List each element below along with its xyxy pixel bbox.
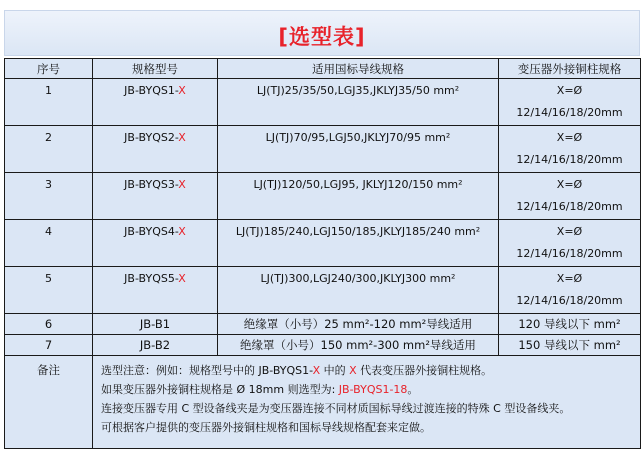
post-line2: 12/14/16/18/20mm — [516, 247, 623, 260]
row-conductor: 绝缘罩（小号）150 mm²-300 mm²导线适用 — [218, 335, 499, 356]
row-no: 5 — [5, 267, 93, 314]
row-model — [93, 79, 218, 126]
post-line2: 12/14/16/18/20mm — [516, 294, 623, 307]
row-no: 2 — [5, 126, 93, 173]
notes-text: 选型注意：例如：规格型号中的 JB-BYQS1- — [101, 364, 313, 377]
row-model — [93, 220, 218, 267]
row-no: 1 — [5, 79, 93, 126]
row-model: JB-B1 — [93, 314, 218, 335]
header-conductor: 适用国标导线规格 — [218, 59, 499, 79]
notes-text: 代表变压器外接铜柱规格。 — [356, 364, 493, 377]
post-line1: X=Ø — [556, 84, 583, 97]
row-post — [499, 220, 641, 267]
notes-text: 中的 — [320, 364, 350, 377]
row-conductor: LJ(TJ)25/35/50,LGJ35,JKLYJ35/50 mm² — [218, 79, 499, 126]
row-model — [93, 267, 218, 314]
model-prefix: JB-BYQS5- — [124, 272, 179, 285]
notes-line-3: 连接变压器专用 C 型设备线夹是为变压器连接不同材质国标导线过渡连接的特殊 C 型设备线夹。 — [101, 402, 571, 415]
table-row — [5, 173, 641, 220]
selection-table — [4, 58, 641, 449]
row-no: 3 — [5, 173, 93, 220]
table-row — [5, 335, 641, 356]
model-suffix: X — [178, 272, 186, 285]
post-line2: 12/14/16/18/20mm — [516, 106, 623, 119]
notes-row — [5, 356, 641, 449]
notes-highlight: JB-BYQS1-18 — [338, 383, 408, 396]
table-row — [5, 79, 641, 126]
table-row — [5, 126, 641, 173]
row-post: 120 导线以下 mm² — [499, 314, 641, 335]
model-prefix: JB-BYQS4- — [124, 225, 179, 238]
row-conductor: 绝缘罩（小号）25 mm²-120 mm²导线适用 — [218, 314, 499, 335]
notes-label: 备注 — [5, 356, 93, 449]
notes-line-4: 可根据客户提供的变压器外接铜柱规格和国标导线规格配套来定做。 — [101, 421, 431, 434]
post-line1: X=Ø — [556, 131, 583, 144]
post-line2: 12/14/16/18/20mm — [516, 200, 623, 213]
row-post — [499, 126, 641, 173]
table-row — [5, 267, 641, 314]
post-line2: 12/14/16/18/20mm — [516, 153, 623, 166]
table-row — [5, 220, 641, 267]
row-post: 150 导线以下 mm² — [499, 335, 641, 356]
model-prefix: JB-BYQS1- — [124, 84, 179, 97]
model-suffix: X — [178, 178, 186, 191]
table-row — [5, 314, 641, 335]
post-line1: X=Ø — [556, 178, 583, 191]
row-post — [499, 79, 641, 126]
notes-line-1 — [101, 361, 636, 380]
model-suffix: X — [178, 131, 186, 144]
row-post — [499, 267, 641, 314]
header-post: 变压器外接铜柱规格 — [499, 59, 641, 79]
model-suffix: X — [178, 84, 186, 97]
notes-line-2 — [101, 380, 636, 399]
header-no: 序号 — [5, 59, 93, 79]
row-no: 4 — [5, 220, 93, 267]
row-no: 7 — [5, 335, 93, 356]
title-band — [4, 10, 640, 56]
table-header-row — [5, 59, 641, 79]
header-model: 规格型号 — [93, 59, 218, 79]
page-title: [选型表] — [278, 25, 366, 49]
model-prefix: JB-BYQS2- — [124, 131, 179, 144]
model-prefix: JB-BYQS3- — [124, 178, 179, 191]
row-post — [499, 173, 641, 220]
row-no: 6 — [5, 314, 93, 335]
notes-highlight: X — [312, 364, 321, 377]
row-model: JB-B2 — [93, 335, 218, 356]
model-suffix: X — [178, 225, 186, 238]
row-conductor: LJ(TJ)120/50,LGJ95, JKLYJ120/150 mm² — [218, 173, 499, 220]
row-conductor: LJ(TJ)185/240,LGJ150/185,JKLYJ185/240 mm² — [218, 220, 499, 267]
row-model — [93, 126, 218, 173]
notes-text: 。 — [407, 383, 419, 396]
post-line1: X=Ø — [556, 225, 583, 238]
row-conductor: LJ(TJ)300,LGJ240/300,JKLYJ300 mm² — [218, 267, 499, 314]
row-model — [93, 173, 218, 220]
row-conductor: LJ(TJ)70/95,LGJ50,JKLYJ70/95 mm² — [218, 126, 499, 173]
notes-body — [93, 356, 641, 449]
notes-highlight: X — [349, 364, 357, 377]
post-line1: X=Ø — [556, 272, 583, 285]
notes-text: 如果变压器外接铜柱规格是 Ø 18mm 则选型为: — [101, 383, 339, 396]
